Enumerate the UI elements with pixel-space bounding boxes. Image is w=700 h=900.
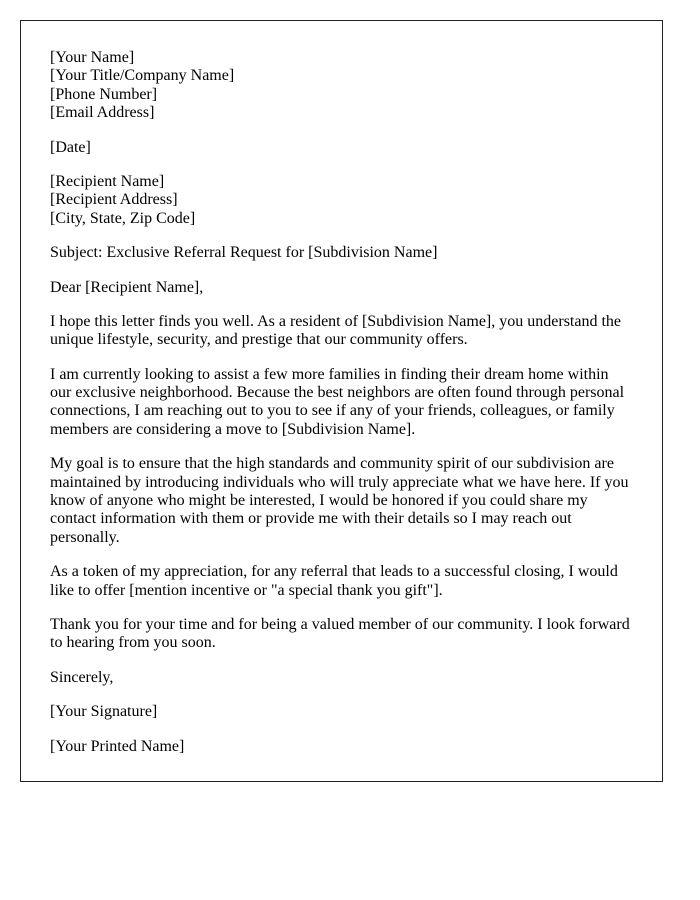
closing: Sincerely, xyxy=(50,668,114,686)
body-paragraph-thanks: Thank you for your time and for being a valued member of our community. I look forward to hearing from you soon. xyxy=(50,615,630,652)
recipient-city-state-zip: [City, State, Zip Code] xyxy=(50,209,196,227)
salutation: Dear [Recipient Name], xyxy=(50,278,204,296)
recipient-name: [Recipient Name] xyxy=(50,172,165,190)
body-paragraph-intro: I hope this letter finds you well. As a resident of [Subdivision Name], you understand the unique lifestyle, security, and prestige that our community offers. xyxy=(50,312,622,349)
sender-phone: [Phone Number] xyxy=(50,85,158,103)
letter-page xyxy=(20,20,663,782)
body-paragraph-request: I am currently looking to assist a few more families in finding their dream home within our exclusive neighborhood. Because the best neighbors are often found through personal connections, I am reaching out to you to see if any of your friends, colleagues, or family members are considering a move to [Subdivision Name]. xyxy=(50,365,625,438)
body-paragraph-incentive: As a token of my appreciation, for any referral that leads to a successful closing, I would like to offer [mention incentive or "a special thank you gift"]. xyxy=(50,563,618,599)
sender-title-company: [Your Title/Company Name] xyxy=(50,67,235,85)
sender-block xyxy=(50,49,633,123)
body-paragraph-goal: My goal is to ensure that the high standards and community spirit of our subdivision are maintained by introducing individuals who will truly appreciate what we have here. If you know of anyone who might be interested, I would be honored if you could share my contact information with them or provide me with their details so I may reach out personally. xyxy=(50,455,629,546)
date-line: [Date] xyxy=(50,138,91,156)
printed-name-placeholder: [Your Printed Name] xyxy=(50,737,185,755)
sender-name: [Your Name] xyxy=(50,49,135,66)
recipient-address: [Recipient Address] xyxy=(50,191,178,209)
recipient-block xyxy=(50,173,633,228)
sender-email: [Email Address] xyxy=(50,104,155,122)
signature-placeholder: [Your Signature] xyxy=(50,703,158,721)
subject-line: Subject: Exclusive Referral Request for [Subdivision Name] xyxy=(50,244,438,262)
